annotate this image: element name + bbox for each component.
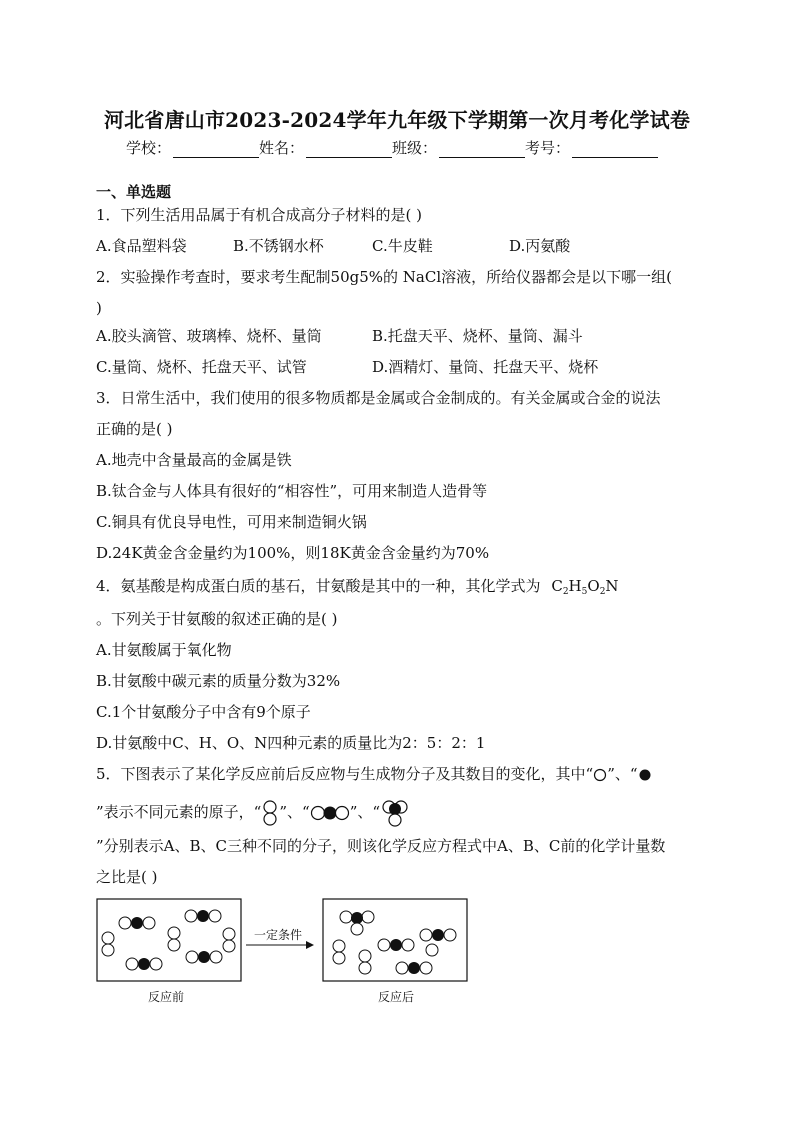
name-field xyxy=(259,137,392,158)
after-label: 反应后 xyxy=(378,990,415,1004)
q3-option-a: A.地壳中含量最高的金属是铁 xyxy=(96,451,292,469)
q1-option-d: D.丙氨酸 xyxy=(509,237,571,255)
school-field xyxy=(126,137,259,158)
class-label: 班级： xyxy=(392,139,438,157)
q5-stem-line1 xyxy=(96,764,652,784)
number-blank[interactable] xyxy=(572,143,658,158)
q4-option-b: B.甘氨酸中碳元素的质量分数为32% xyxy=(96,672,341,690)
reaction-arrow-head xyxy=(306,941,314,949)
q4-stem-line2: 。下列关于甘氨酸的叙述正确的是( ) xyxy=(96,610,338,628)
q5-text-2b: ”、“ xyxy=(279,803,310,821)
q4-option-a: A.甘氨酸属于氧化物 xyxy=(96,641,232,659)
formula-n: N xyxy=(605,577,619,595)
q2-option-b: B.托盘天平、烧杯、量筒、漏斗 xyxy=(372,327,583,345)
q4-stem-text: 4．氨基酸是构成蛋白质的基石，甘氨酸是其中的一种，其化学式为 xyxy=(96,577,541,595)
class-field xyxy=(392,137,525,158)
q5-stem-line3: ”分别表示A、B、C三种不同的分子，则该化学反应方程式中A、B、C前的化学计量数 xyxy=(96,837,666,855)
number-label: 考号： xyxy=(525,139,571,157)
q3-option-b: B.钛合金与人体具有很好的“相容性”，可用来制造人造骨等 xyxy=(96,482,488,500)
formula-h: H xyxy=(568,577,582,595)
class-blank[interactable] xyxy=(439,143,525,158)
q2-stem-line1: 2．实验操作考查时，要求考生配制50g5%的 NaCl溶液，所给仪器都会是以下哪一组( xyxy=(96,268,672,286)
q5-stem-line4: 之比是( ) xyxy=(96,868,158,886)
q4-option-c: C.1个甘氨酸分子中含有9个原子 xyxy=(96,703,311,721)
q5-text-2a: ”表示不同元素的原子，“ xyxy=(96,803,262,821)
before-label: 反应前 xyxy=(148,990,185,1004)
molecule-b-icon xyxy=(310,804,350,822)
q1-stem: 1．下列生活用品属于有机合成高分子材料的是( ) xyxy=(96,206,423,224)
q4-stem-line1 xyxy=(96,576,619,602)
q2-option-a: A.胶头滴管、玻璃棒、烧杯、量筒 xyxy=(96,327,322,345)
q3-stem-line2: 正确的是( ) xyxy=(96,420,173,438)
q5-text-1b: ”、“ xyxy=(607,765,638,783)
q5-text-2c: ”、“ xyxy=(349,803,381,821)
formula-o-count: 2 xyxy=(599,587,606,597)
white-atom-icon xyxy=(593,768,607,782)
q5-text-1a: 5．下图表示了某化学反应前后反应物与生成物分子及其数目的变化，其中“ xyxy=(96,765,594,783)
molecule-a-icon xyxy=(261,799,279,827)
q3-option-c: C.铜具有优良导电性，可用来制造铜火锅 xyxy=(96,513,367,531)
formula-o: O xyxy=(587,577,600,595)
q1-option-b: B.不锈钢水杯 xyxy=(233,237,324,255)
q4-option-d: D.甘氨酸中C、H、O、N四种元素的质量比为2：5：2：1 xyxy=(96,734,486,752)
q2-stem-line2: ) xyxy=(96,299,102,317)
q3-stem-line1: 3．日常生活中，我们使用的很多物质都是金属或合金制成的。有关金属或合金的说法 xyxy=(96,389,661,407)
black-atom-icon xyxy=(638,768,652,782)
q5-stem-line2 xyxy=(96,799,410,827)
number-field xyxy=(525,137,658,158)
q1-option-c: C.牛皮鞋 xyxy=(372,237,433,255)
formula-c: C xyxy=(551,577,563,595)
formula-h-count: 5 xyxy=(581,587,588,597)
molecule-c-icon xyxy=(380,799,410,827)
q1-option-a: A.食品塑料袋 xyxy=(96,237,187,255)
q2-option-d: D.酒精灯、量筒、托盘天平、烧杯 xyxy=(372,358,599,376)
name-blank[interactable] xyxy=(306,143,392,158)
q3-option-d: D.24K黄金含金量约为100%，则18K黄金含金量约为70% xyxy=(96,544,490,562)
exam-title: 河北省唐山市2023-2024学年九年级下学期第一次月考化学试卷 xyxy=(103,108,691,132)
section-heading: 一、单选题 xyxy=(96,183,172,201)
school-blank[interactable] xyxy=(173,143,259,158)
arrow-condition-label: 一定条件 xyxy=(254,928,303,942)
school-label: 学校： xyxy=(126,139,172,157)
glycine-formula xyxy=(551,577,618,595)
q2-option-c: C.量筒、烧杯、托盘天平、试管 xyxy=(96,358,307,376)
name-label: 姓名： xyxy=(259,139,305,157)
formula-c-count: 2 xyxy=(562,587,569,597)
student-info-row xyxy=(126,137,658,158)
